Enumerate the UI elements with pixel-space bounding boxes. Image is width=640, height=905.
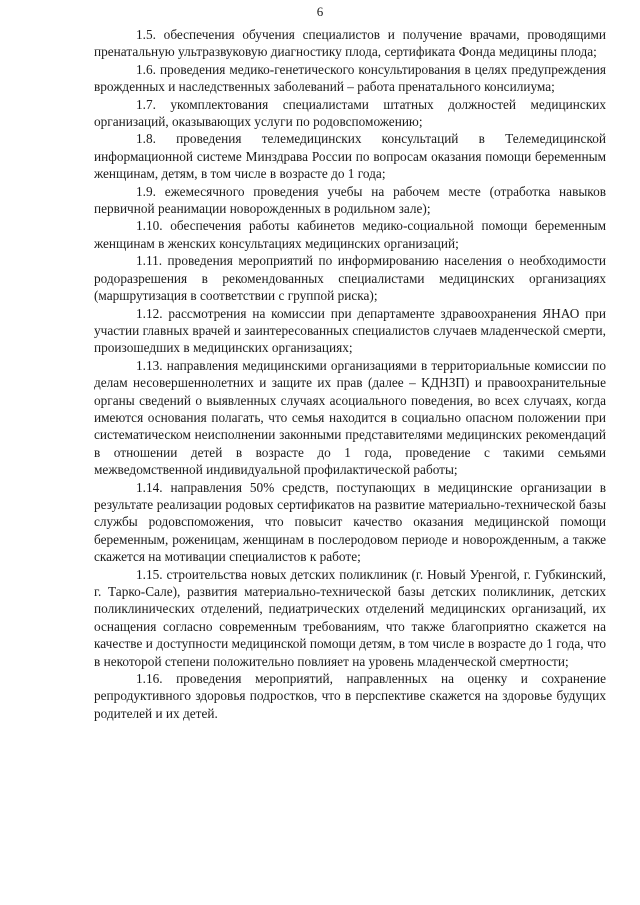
paragraph-1-11: 1.11. проведения мероприятий по информированию населения о необходимости родоразрешения в рекомендованных специалистами медицинских организациях (маршрутизация в соответствии с группой риска); bbox=[94, 253, 606, 304]
paragraph-1-12: 1.12. рассмотрения на комиссии при департаменте здравоохранения ЯНАО при участии главных врачей и заинтересованных специалистов случаев младенческой смерти, произошедших в медицинских организациях; bbox=[94, 305, 606, 356]
paragraph-1-10: 1.10. обеспечения работы кабинетов медико-социальной помощи беременным женщинам в женских консультациях медицинских организаций; bbox=[94, 218, 606, 251]
paragraph-1-8: 1.8. проведения телемедицинских консультаций в Телемедицинской информационной системе Минздрава России по вопросам оказания помощи беременным женщинам, детям, в том числе в возрасте до 1 года; bbox=[94, 131, 606, 182]
paragraph-1-5: 1.5. обеспечения обучения специалистов и получение врачами, проводящими пренатальную ультразвуковую диагностику плода, сертификата Фонда медицины плода; bbox=[94, 27, 606, 60]
paragraph-1-15: 1.15. строительства новых детских поликлиник (г. Новый Уренгой, г. Губкинский, г. Тарко-Сале), развития материально-технической базы детских поликлиник, детских поликлинических отделений, педиатрических отделений медицинских организаций, их оснащения согласно современным требованиям, что также благоприятно скажется на качестве и доступности медицинской помощи детям, в том числе в возрасте до 1 года, что в некоторой степени положительно повлияет на уровень младенческой смертности; bbox=[94, 566, 606, 669]
paragraph-1-16: 1.16. проведения мероприятий, направленных на оценку и сохранение репродуктивного здоровья подростков, что в перспективе скажется на здоровье будущих родителей и их детей. bbox=[94, 671, 606, 721]
paragraph-1-9: 1.9. ежемесячного проведения учебы на рабочем месте (отработка навыков первичной реанимации новорожденных в родильном зале); bbox=[94, 183, 606, 217]
paragraph-1-14: 1.14. направления 50% средств, поступающих в медицинские организации в результате реализации родовых сертификатов на развитие материально-технической базы службы родовспоможения, что повысит качество оказания медицинской помощи беременным, роженицам, женщинам в послеродовом периоде и новорожденным, а также скажется на мотивации специалистов к работе; bbox=[94, 479, 606, 565]
paragraph-1-13: 1.13. направления медицинскими организациями в территориальные комиссии по делам несовершеннолетних и защите их прав (далее – КДНЗП) и правоохранительные органы сведений о выявленных случаях асоциального поведения, во всех случаях, когда имеются основания полагать, что семья находится в социально опасном положении при систематическом неисполнении законными представителями медицинских рекомендаций в отношении детей в возрасте до 1 года, проведение с такими семьями межведомственной индивидуальной профилактической работы; bbox=[94, 357, 606, 478]
document-body bbox=[94, 26, 606, 722]
paragraph-1-6: 1.6. проведения медико-генетического консультирования в целях предупреждения врожденных и наследственных заболеваний – работа пренатального консилиума; bbox=[94, 61, 606, 95]
page-number: 6 bbox=[316, 4, 324, 19]
paragraph-1-7: 1.7. укомплектования специалистами штатных должностей медицинских организаций, оказывающих услуги по родовспоможению; bbox=[94, 96, 606, 130]
